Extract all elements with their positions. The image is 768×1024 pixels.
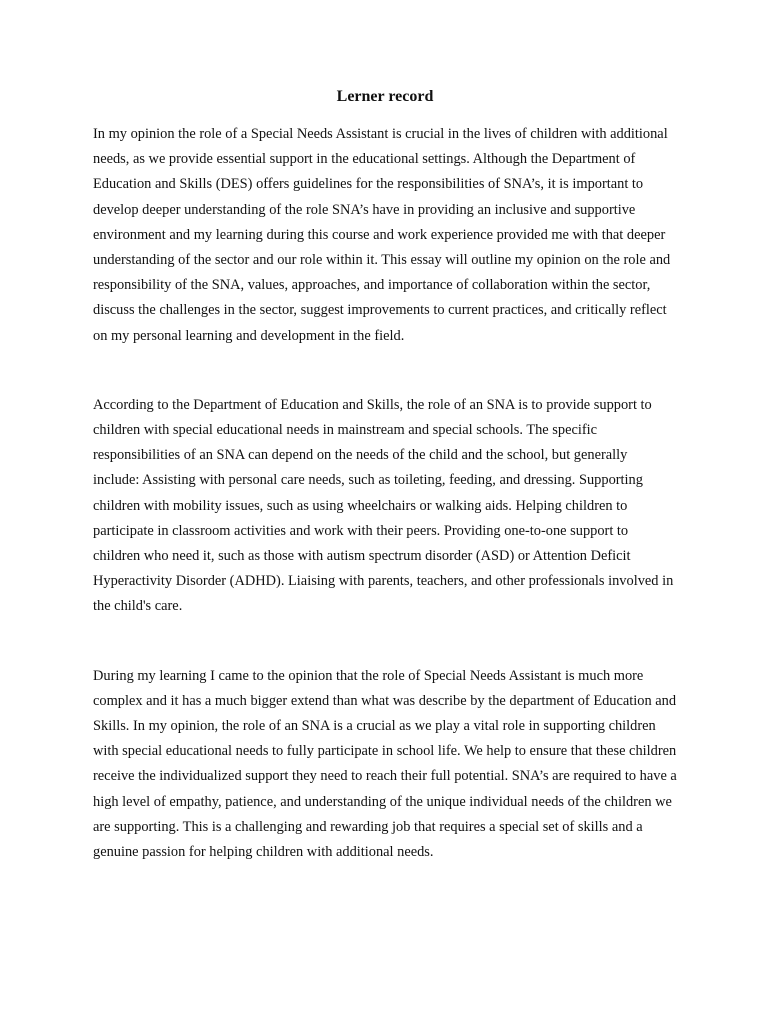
paragraph-introduction: In my opinion the role of a Special Needs Assistant is crucial in the lives of children with additional needs, as we provide essential support in the educational settings. Although the Department of Education and Skills (DES) offers guidelines for the responsibilities of SNA’s, it is important to develop deeper understanding of the role SNA’s have in providing an inclusive and supportive environment and my learning during this course and work experience provided me with that deeper understanding of the sector and our role within it. This essay will outline my opinion on the role and responsibility of the SNA, values, approaches, and importance of collaboration within the sector, discuss the challenges in the sector, suggest improvements to current practices, and critically reflect on my personal learning and development in the field. bbox=[93, 126, 671, 344]
paragraph-personal-opinion: During my learning I came to the opinion that the role of Special Needs Assistant is much more complex and it has a much bigger extend than what was describe by the department of Education and Skills. In my opinion, the role of an SNA is a crucial as we play a vital role in supporting children with special educational needs to fully participate in school life. We help to ensure that these children receive the individualized support they need to reach their full potential. SNA’s are required to have a high level of empathy, patience, and understanding of the unique individual needs of the children we are supporting. This is a challenging and rewarding job that requires a special set of skills and a genuine passion for helping children with additional needs. bbox=[93, 667, 677, 861]
document-title: Lerner record bbox=[336, 88, 434, 105]
document-body bbox=[93, 84, 677, 865]
paragraph-sna-role-des: According to the Department of Education and Skills, the role of an SNA is to provide support to children with special educational needs in mainstream and special schools. The specific responsibilities of an SNA can depend on the needs of the child and the school, but generally include: Assisting with personal care needs, such as toileting, feeding, and dressing. Supporting children with mobility issues, such as using wheelchairs or walking aids. Helping children to participate in classroom activities and work with their peers. Providing one-to-one support to children who need it, such as those with autism spectrum disorder (ASD) or Attention Deficit Hyperactivity Disorder (ADHD). Liaising with parents, teachers, and other professionals involved in the child's care. bbox=[93, 396, 674, 615]
